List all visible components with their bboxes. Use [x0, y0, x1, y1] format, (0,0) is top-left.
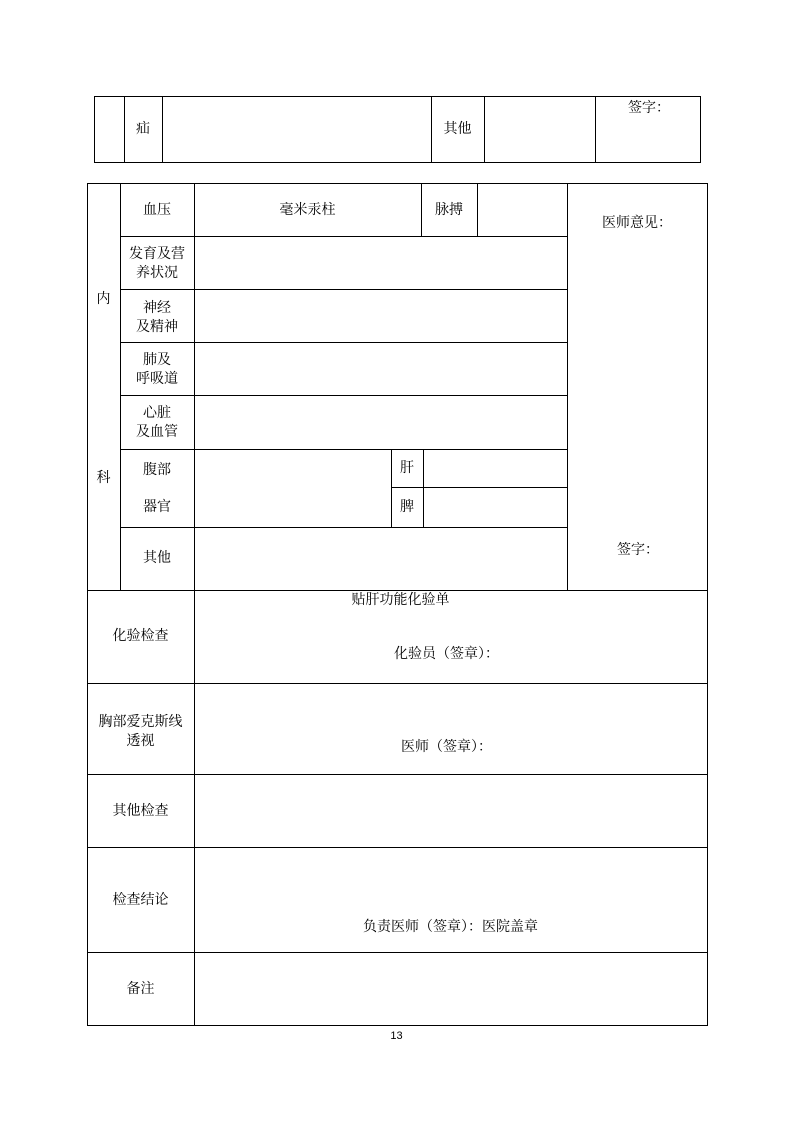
blood-pressure-unit: 毫米汞柱	[279, 202, 336, 218]
row-divider	[87, 774, 708, 775]
top-table-border-bottom	[94, 162, 701, 163]
top-table-divider	[595, 96, 596, 163]
remarks-label: 备注	[126, 981, 155, 997]
row-divider	[120, 449, 568, 450]
chest-xray-label: 透视	[126, 733, 155, 749]
nerve-label: 及精神	[136, 319, 178, 335]
main-border-top	[87, 183, 708, 184]
liver-label: 肝	[400, 460, 414, 476]
im-other-label: 其他	[143, 550, 171, 566]
lung-label: 肺及	[143, 352, 171, 368]
lab-test-signer: 化验员（签章）：	[394, 646, 499, 662]
heart-label: 心脏	[143, 405, 171, 421]
top-table-divider	[162, 96, 163, 163]
top-signature-label: 签字：	[628, 100, 670, 116]
nerve-label: 神经	[143, 300, 171, 316]
top-table-border-top	[94, 96, 701, 97]
section-char-nei: 内	[96, 291, 111, 307]
conclusion-signer: 负责医师（签章）：医院盖章	[363, 919, 538, 935]
row-divider	[87, 952, 708, 953]
opinion-column-divider	[567, 183, 568, 590]
top-table-border-left	[94, 96, 95, 163]
lab-test-note: 贴肝功能化验单	[351, 592, 450, 608]
development-label: 养状况	[136, 265, 178, 281]
row-divider	[120, 289, 568, 290]
chest-xray-signer: 医师（签章）：	[401, 739, 492, 755]
row-divider	[391, 487, 568, 488]
doctor-opinion-label: 医师意见：	[602, 215, 672, 231]
lab-test-label: 化验检查	[112, 628, 169, 644]
row-divider	[120, 527, 568, 528]
row-divider	[120, 236, 568, 237]
conclusion-label: 检查结论	[112, 892, 169, 908]
top-other-label: 其他	[443, 121, 472, 137]
abdomen-label: 腹部	[143, 462, 171, 478]
blood-pressure-label: 血压	[143, 202, 171, 218]
top-table-divider	[484, 96, 485, 163]
pulse-label: 脉搏	[435, 202, 463, 218]
top-table-border-right	[700, 96, 701, 163]
pulse-divider	[477, 183, 478, 237]
row-divider	[120, 342, 568, 343]
row-divider	[87, 683, 708, 684]
main-border-right	[707, 183, 708, 1026]
hernia-label: 疝	[136, 121, 150, 137]
page-number: 13	[390, 1030, 403, 1042]
spleen-label: 脾	[400, 499, 414, 515]
organ-divider	[423, 449, 424, 527]
im-signature-label: 签字：	[617, 542, 659, 558]
development-label: 发育及营	[129, 246, 185, 262]
row-divider	[87, 847, 708, 848]
lung-label: 呼吸道	[136, 371, 178, 387]
row-divider	[120, 395, 568, 396]
heart-label: 及血管	[136, 424, 178, 440]
section-char-ke: 科	[96, 470, 111, 486]
abdomen-label: 器官	[143, 499, 171, 515]
chest-xray-label: 胸部爱克斯线	[98, 714, 183, 730]
other-exam-label: 其他检查	[112, 803, 169, 819]
